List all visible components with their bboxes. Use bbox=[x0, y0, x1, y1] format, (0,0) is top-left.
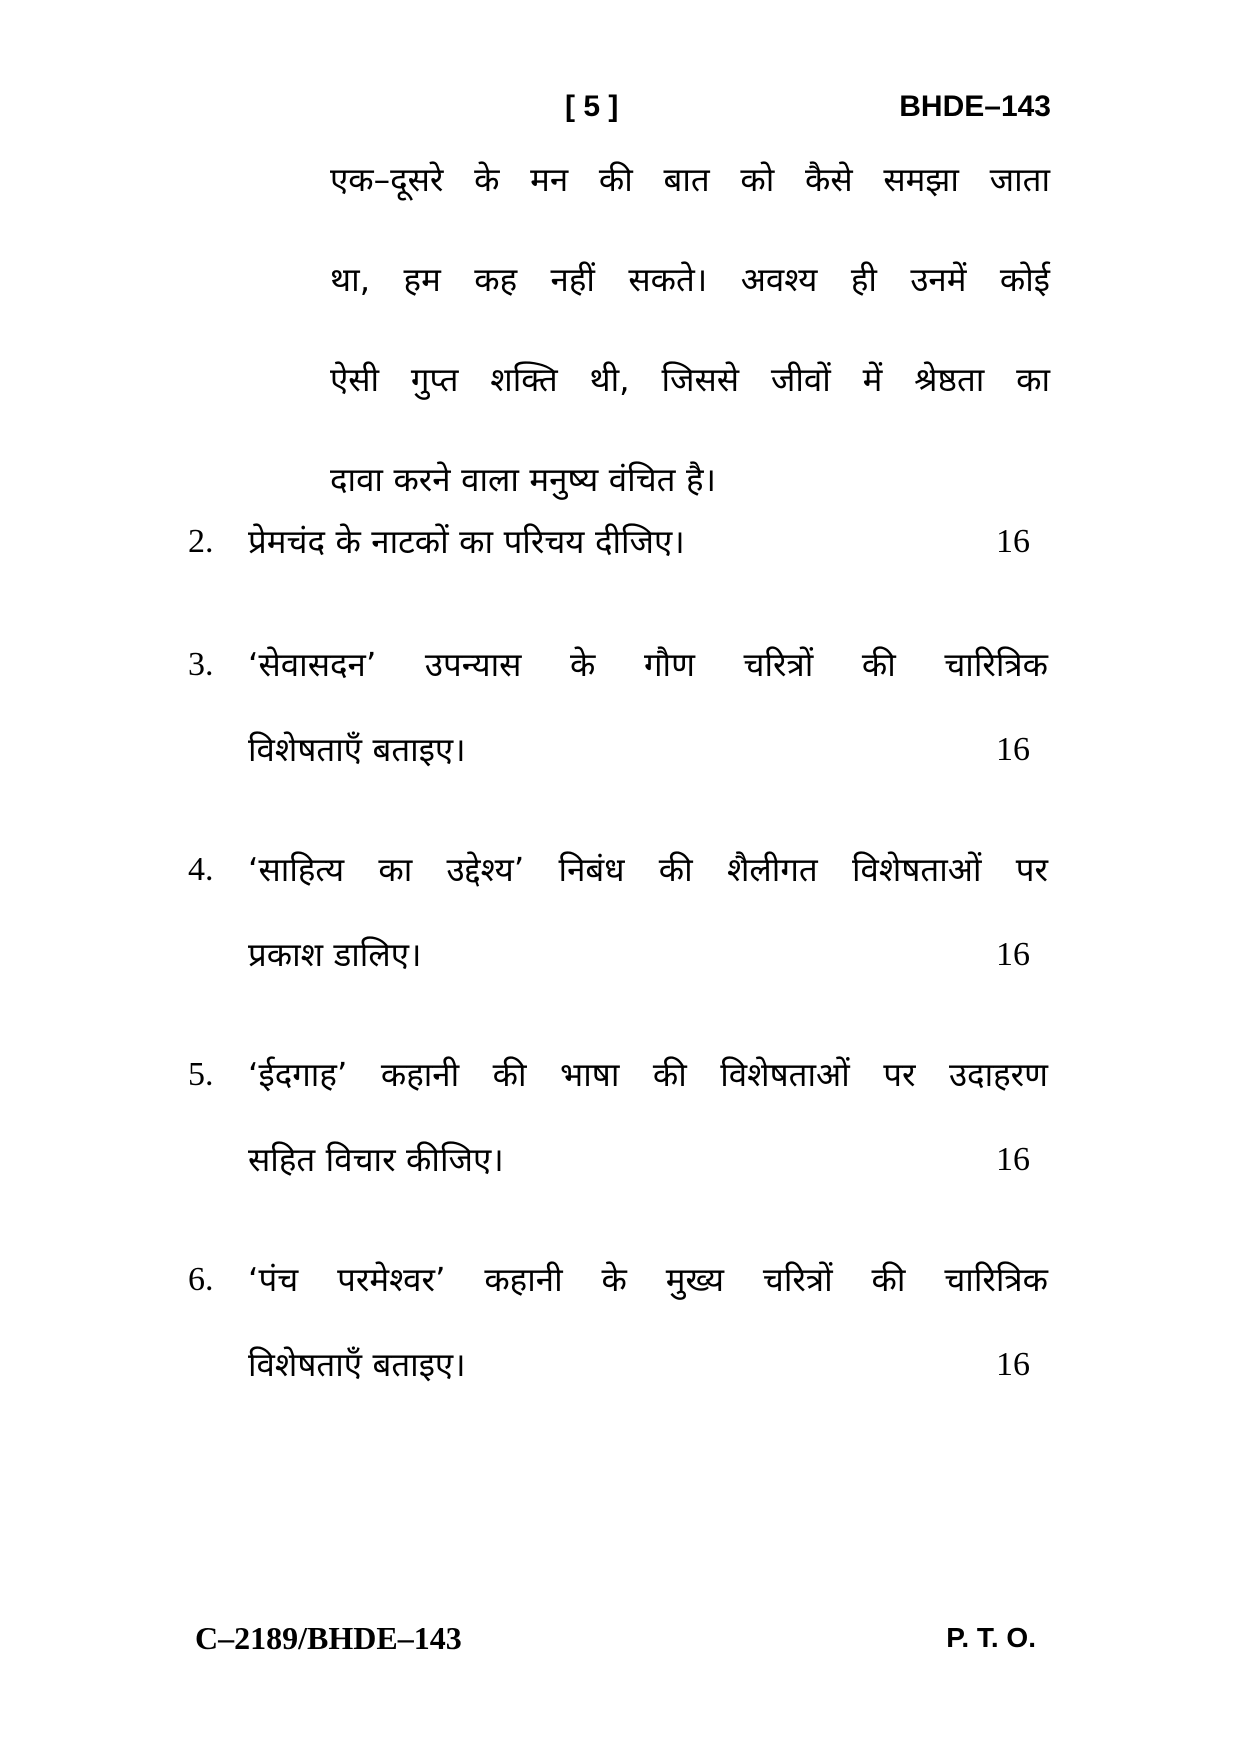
question-text-continued: सहित विचार कीजिए। bbox=[248, 1140, 504, 1179]
question-5 bbox=[188, 1055, 1048, 1205]
question-number: 5. bbox=[188, 1056, 214, 1093]
question-text: ‘पंच परमेश्वर’ कहानी के मुख्य चरित्रों की चारित्रिक bbox=[248, 1260, 1048, 1299]
question-number: 4. bbox=[188, 851, 214, 888]
question-number: 3. bbox=[188, 646, 214, 683]
footer-code: C–2189/BHDE–143 bbox=[195, 1620, 462, 1656]
question-text-continued: विशेषताएँ बताइए। bbox=[248, 1345, 466, 1384]
passage-line: ऐसी गुप्त शक्ति थी, जिससे जीवों में श्रेष्ठता का bbox=[330, 360, 1050, 399]
passage-line: एक–दूसरे के मन की बात को कैसे समझा जाता bbox=[330, 160, 1050, 199]
question-3 bbox=[188, 645, 1048, 795]
question-text: ‘साहित्य का उद्देश्य’ निबंध की शैलीगत विशेषताओं पर bbox=[248, 850, 1048, 889]
question-text-continued: प्रकाश डालिए। bbox=[248, 935, 422, 974]
question-marks: 16 bbox=[996, 1141, 1030, 1178]
paper-code: BHDE–143 bbox=[899, 90, 1051, 123]
question-text: प्रेमचंद के नाटकों का परिचय दीजिए। bbox=[248, 522, 685, 561]
question-marks: 16 bbox=[996, 936, 1030, 973]
question-2 bbox=[188, 522, 1048, 572]
footer-pto: P. T. O. bbox=[946, 1622, 1036, 1653]
question-6 bbox=[188, 1260, 1048, 1410]
question-marks: 16 bbox=[996, 1346, 1030, 1383]
passage-line: दावा करने वाला मनुष्य वंचित है। bbox=[330, 460, 716, 499]
question-number: 6. bbox=[188, 1261, 214, 1298]
question-text: ‘सेवासदन’ उपन्यास के गौण चरित्रों की चारित्रिक bbox=[248, 645, 1048, 684]
passage-block bbox=[330, 160, 1050, 560]
question-marks: 16 bbox=[996, 731, 1030, 768]
passage-line: था, हम कह नहीं सकते। अवश्य ही उनमें कोई bbox=[330, 260, 1050, 299]
question-text: ‘ईदगाह’ कहानी की भाषा की विशेषताओं पर उदाहरण bbox=[248, 1055, 1048, 1094]
question-4 bbox=[188, 850, 1048, 1000]
question-text-continued: विशेषताएँ बताइए। bbox=[248, 730, 466, 769]
question-marks: 16 bbox=[996, 523, 1030, 560]
question-number: 2. bbox=[188, 523, 214, 560]
page-number: [ 5 ] bbox=[565, 90, 619, 123]
